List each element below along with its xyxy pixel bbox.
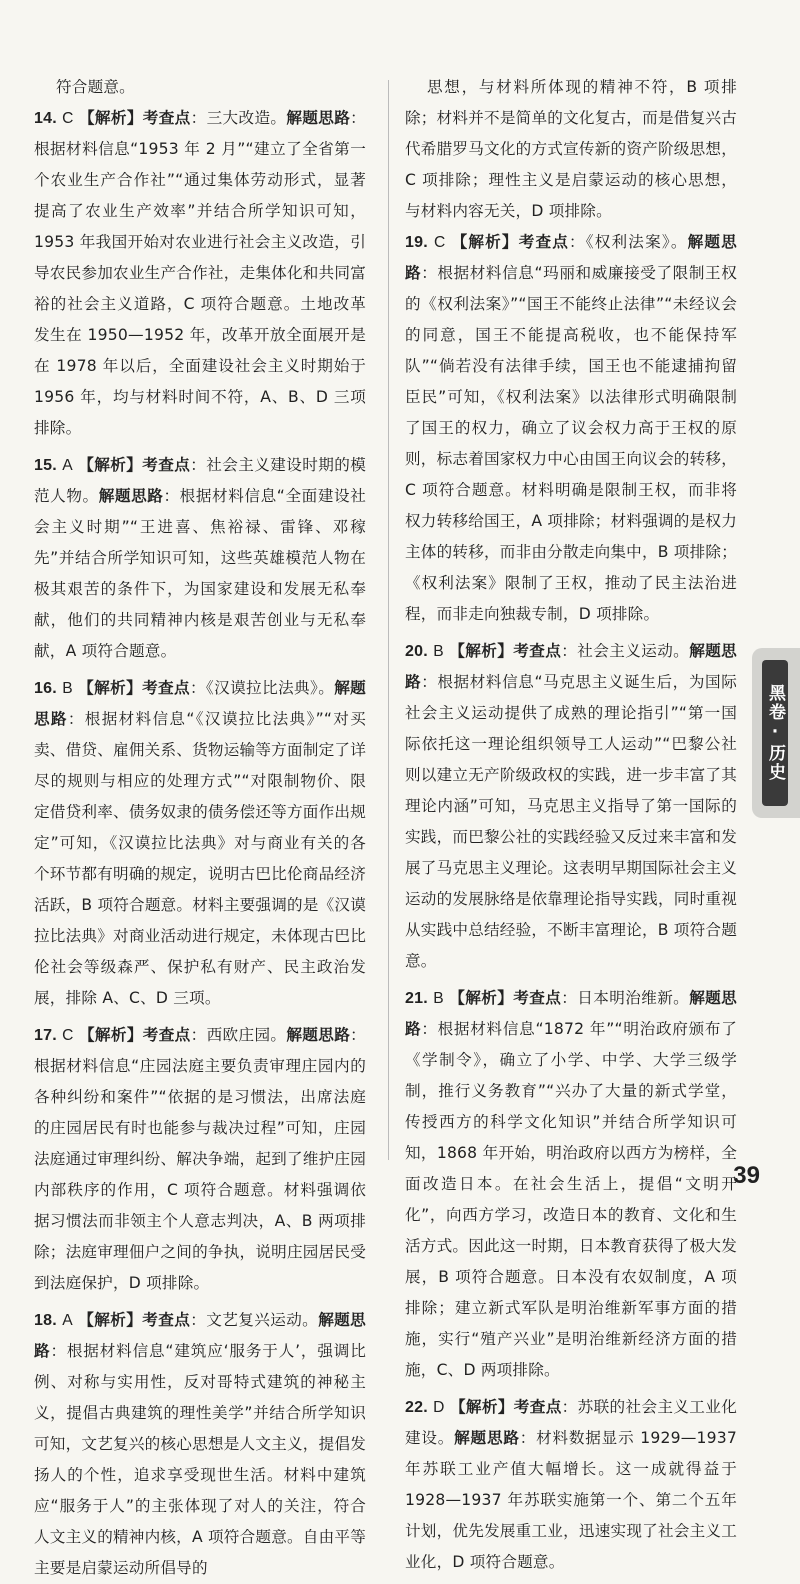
- answer-item-17: [34, 1020, 366, 1299]
- analysis-tag: 【解析】: [449, 642, 514, 660]
- analysis-tag: 【解析】: [78, 109, 143, 127]
- approach-label: 解题思路: [286, 109, 351, 127]
- approach-label: 解题思路: [405, 989, 737, 1038]
- approach-text: ：材料数据显示 1929—1937 年苏联工业产值大幅增长。这一成就得益于 1928—1937 年苏联实施第一个、第二个五年计划，优先发展重工业，迅速实现了社会主义工业化，D 项符合题意。: [405, 1429, 737, 1571]
- analysis-tag: 【解析】: [78, 679, 143, 697]
- approach-text: ：根据材料信息“玛丽和威廉接受了限制王权的《权利法案》”“国王不能终止法律”“未经议会的同意，国王不能提高税收，也不能保持军队”“倘若没有法律手续，国王也不能逮捕拘留臣民”可知，《权利法案》以法律形式明确限制了国王的权力，确立了议会权力高于王权的原则，标志着国家权力中心由国王向议会的转移，C 项符合题意。材料明确是限制王权，而非将权力转移给国王，A 项排除；材料强调的是权力主体的转移，而非由分散走向集中，B 项排除；《权利法案》限制了王权，推动了民主法治进程，而非走向独裁专制，D 项排除。: [405, 264, 737, 623]
- answer-item-19: [405, 227, 737, 630]
- answer-letter: B: [433, 990, 444, 1007]
- continuation-text: 思想，与材料所体现的精神不符，B 项排除；材料并不是简单的文化复古，而是借复兴古代希腊罗马文化的方式宣传新的资产阶级思想，C 项排除；理性主义是启蒙运动的核心思想，与材料内容无关，D 项排除。: [405, 78, 737, 220]
- approach-text: ：根据材料信息“1953 年 2 月”“建立了全省第一个农业生产合作社”“通过集体劳动形式，显著提高了农业生产效率”并结合所学知识可知，1953 年我国开始对农业进行社会主义改造，引导农民参加农业生产合作社，走集体化和共同富裕的社会主义道路，C 项符合题意。土地改革发生在 1950—1952 年，改革开放全面展开是在 1978 年以后，全面建设社会主义时期始于 1956 年，均与材料时间不符，A、B、D 三项排除。: [34, 109, 366, 437]
- answer-item-14: [34, 103, 366, 444]
- question-number: 20.: [405, 643, 428, 660]
- topic-label: 考查点: [513, 1398, 562, 1416]
- analysis-tag: 【解析】: [449, 989, 514, 1007]
- question-number: 17.: [34, 1027, 57, 1044]
- approach-label: 解题思路: [286, 1026, 351, 1044]
- question-number: 19.: [405, 234, 428, 251]
- answer-letter: A: [62, 1312, 73, 1329]
- approach-label: 解题思路: [405, 233, 737, 282]
- approach-label: 解题思路: [34, 1311, 366, 1360]
- analysis-tag: 【解析】: [449, 1398, 514, 1416]
- subject-tab-label: 黑卷·历史: [762, 660, 788, 806]
- analysis-tag: 【解析】: [78, 456, 143, 474]
- approach-text: ：根据材料信息“庄园法庭主要负责审理庄园内的各种纠纷和案件”“依据的是习惯法，出席法庭的庄园居民有时也能参与裁决过程”可知，庄园法庭通过审理纠纷、解决争端，起到了维护庄园内部秩序的作用，C 项符合题意。材料强调依据习惯法而非领主个人意志判决，A、B 两项排除；法庭审理佃户之间的争执，说明庄园居民受到法庭保护，D 项排除。: [34, 1026, 366, 1292]
- question-number: 22.: [405, 1399, 428, 1416]
- answer-letter: D: [433, 1399, 445, 1416]
- approach-label: 解题思路: [405, 642, 737, 691]
- topic-label: 考查点: [142, 456, 191, 474]
- approach-label: 解题思路: [454, 1429, 520, 1447]
- right-column: [405, 72, 737, 1578]
- analysis-tag: 【解析】: [78, 1026, 143, 1044]
- analysis-tag: 【解析】: [78, 1311, 143, 1329]
- approach-text: ：根据材料信息“马克思主义诞生后，为国际社会主义运动提供了成熟的理论指引”“第一国际依托这一理论组织领导工人运动”“巴黎公社则以建立无产阶级政权的实践，进一步丰富了其理论内涵”可知，马克思主义指导了第一国际的实践，而巴黎公社的实践经验又反过来丰富和发展了马克思主义理论。这表明早期国际社会主义运动的发展脉络是依靠理论指导实践，同时重视从实践中总结经验，不断丰富理论，B 项符合题意。: [405, 673, 737, 970]
- column-divider: [388, 80, 389, 1160]
- topic-text: ：社会主义建设时期的模范人物。: [34, 456, 366, 505]
- approach-text: ：根据材料信息“建筑应‘服务于人’，强调比例、对称与实用性，反对哥特式建筑的神秘主义，提倡古典建筑的理性美学”并结合所学知识可知，文艺复兴的核心思想是人文主义，提倡发扬人的个性，追求享受现世生活。材料中建筑应“服务于人”的主张体现了对人的关注，符合人文主义的精神内核，A 项符合题意。自由平等主要是启蒙运动所倡导的: [34, 1342, 366, 1577]
- answer-item-18: [34, 1305, 366, 1584]
- topic-text: ：西欧庄园。: [190, 1026, 287, 1044]
- continuation-text: 符合题意。: [56, 78, 135, 96]
- question-number: 18.: [34, 1312, 57, 1329]
- answer-item-22: [405, 1392, 737, 1578]
- answer-item-20: [405, 636, 737, 977]
- question-number: 15.: [34, 457, 57, 474]
- approach-label: 解题思路: [98, 487, 164, 505]
- approach-text: ：根据材料信息“全面建设社会主义时期”“王进喜、焦裕禄、雷锋、邓稼先”并结合所学知识可知，这些英雄模范人物在极其艰苦的条件下，为国家建设和发展无私奉献，他们的共同精神内核是艰苦创业与无私奉献，A 项符合题意。: [34, 487, 366, 660]
- left-column: [34, 72, 366, 1584]
- answer-letter: B: [62, 680, 73, 697]
- approach-text: ：根据材料信息“1872 年”“明治政府颁布了《学制令》，确立了小学、中学、大学三级学制，推行义务教育”“兴办了大量的新式学堂，传授西方的科学文化知识”并结合所学知识可知，1868 年开始，明治政府以西方为榜样，全面改造日本。在社会生活上，提倡“文明开化”，向西方学习，改造日本的教育、文化和生活方式。因此这一时期，日本教育获得了极大发展，B 项符合题意。日本没有农奴制度，A 项排除；建立新式军队是明治维新军事方面的措施，实行“殖产兴业”是明治维新经济方面的措施，C、D 两项排除。: [405, 1020, 737, 1379]
- answer-letter: C: [62, 110, 74, 127]
- topic-text: ：《汉谟拉比法典》。: [190, 679, 335, 697]
- answer-item-21: [405, 983, 737, 1386]
- answer-item-15: [34, 450, 366, 667]
- topic-label: 考查点: [142, 1026, 191, 1044]
- subject-side-tab: [752, 648, 800, 818]
- topic-label: 考查点: [518, 233, 570, 251]
- answer-item-16: [34, 673, 366, 1014]
- topic-label: 考查点: [513, 642, 562, 660]
- topic-text: ：《权利法案》。: [569, 233, 688, 251]
- answer-letter: A: [62, 457, 73, 474]
- question-number: 16.: [34, 680, 57, 697]
- answer-letter: C: [62, 1027, 74, 1044]
- answer-letter: B: [433, 643, 444, 660]
- topic-label: 考查点: [513, 989, 562, 1007]
- topic-label: 考查点: [142, 1311, 191, 1329]
- approach-text: ：根据材料信息“《汉谟拉比法典》”“对买卖、借贷、雇佣关系、货物运输等方面制定了详尽的规则与相应的处理方式”“对限制物价、限定借贷利率、债务奴隶的债务偿还等方面作出规定”可知，《汉谟拉比法典》对与商业有关的各个环节都有明确的规定，说明古巴比伦商品经济活跃，B 项符合题意。材料主要强调的是《汉谟拉比法典》对商业活动进行规定，未体现古巴比伦社会等级森严、保护私有财产、民主政治发展，排除 A、C、D 三项。: [34, 710, 366, 1007]
- topic-text: ：三大改造。: [190, 109, 287, 127]
- question-number: 14.: [34, 110, 57, 127]
- topic-label: 考查点: [142, 109, 191, 127]
- topic-text: ：苏联的社会主义工业化建设。: [405, 1398, 737, 1447]
- topic-label: 考查点: [142, 679, 190, 697]
- approach-label: 解题思路: [34, 679, 366, 728]
- question-number: 21.: [405, 990, 428, 1007]
- topic-text: ：文艺复兴运动。: [190, 1311, 319, 1329]
- page-number: 39: [733, 1162, 760, 1189]
- topic-text: ：日本明治维新。: [561, 989, 690, 1007]
- analysis-tag: 【解析】: [451, 233, 519, 251]
- topic-text: ：社会主义运动。: [561, 642, 690, 660]
- answer-letter: C: [433, 234, 446, 251]
